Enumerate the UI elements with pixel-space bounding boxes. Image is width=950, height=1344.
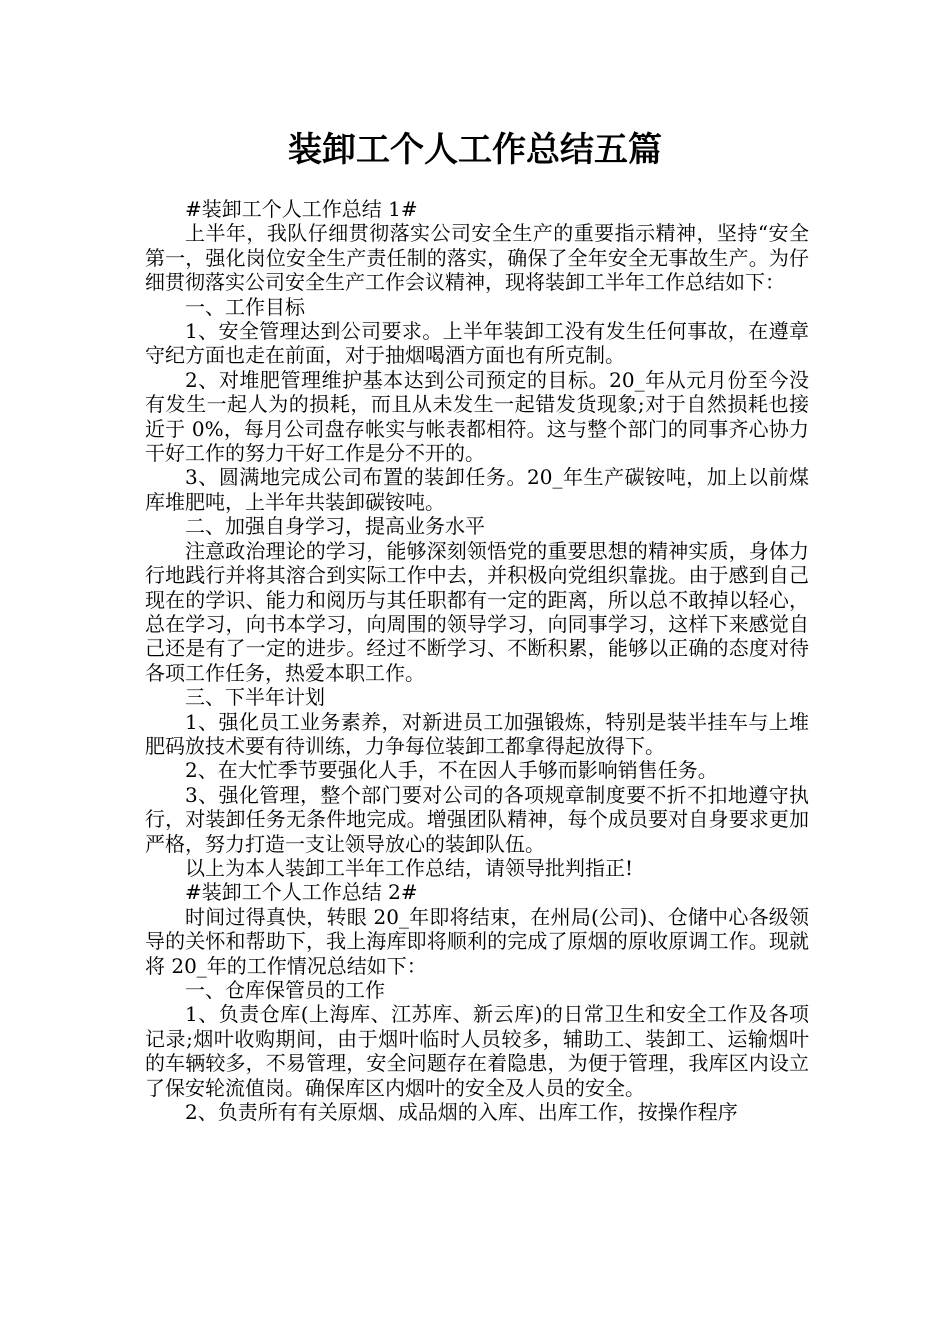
document-body <box>145 197 809 1124</box>
paragraph: 2、负责所有有关原烟、成品烟的入库、出库工作，按操作程序 <box>185 1100 738 1125</box>
section-heading: #装卸工个人工作总结 2# <box>185 880 418 905</box>
section-heading: #装卸工个人工作总结 1# <box>185 197 418 221</box>
paragraph: 时间过得真快，转眼 20_年即将结束，在州局(公司)、仓储中心各级领导的关怀和帮助下，我上海库即将顺利的完成了原烟的原收原调工作。现就将 20_年的工作情况总结如下： <box>145 904 809 978</box>
subheading: 二、加强自身学习，提高业务水平 <box>185 514 485 539</box>
paragraph: 3、圆满地完成公司布置的装卸任务。20_年生产碳铵吨，加上以前煤库堆肥吨，上半年共装卸碳铵吨。 <box>145 465 809 514</box>
subheading: 一、仓库保管员的工作 <box>185 978 385 1002</box>
subheading: 三、下半年计划 <box>185 685 325 710</box>
paragraph: 以上为本人装卸工半年工作总结，请领导批判指正! <box>185 855 634 880</box>
paragraph: 注意政治理论的学习，能够深刻领悟党的重要思想的精神实质，身体力行地践行并将其溶合到实际工作中去，并积极向党组织靠拢。由于感到自己现在的学识、能力和阅历与其任职都有一定的距离，所以总不敢掉以轻心，总在学习，向书本学习，向周围的领导学习，向同事学习，这样下来感觉自己还是有了一定的进步。经过不断学习、不断积累，能够以正确的态度对待各项工作任务，热爱本职工作。 <box>145 538 809 685</box>
paragraph: 上半年，我队仔细贯彻落实公司安全生产的重要指示精神，坚持“安全第一，强化岗位安全生产责任制的落实，确保了全年安全无事故生产。为仔细贯彻落实公司安全生产工作会议精神，现将装卸工半年工作总结如下： <box>145 221 809 295</box>
paragraph: 2、对堆肥管理维护基本达到公司预定的目标。20_年从元月份至今没有发生一起人为的损耗，而且从未发生一起错发货现象;对于自然损耗也接近于 0%，每月公司盘存帐实与帐表都相符。这与整个部门的同事齐心协力干好工作的努力干好工作是分不开的。 <box>145 367 809 466</box>
paragraph: 1、负责仓库(上海库、江苏库、新云库)的日常卫生和安全工作及各项记录;烟叶收购期间，由于烟叶临时人员较多，辅助工、装卸工、运输烟叶的车辆较多，不易管理，安全问题存在着隐患，为便于管理，我库区内设立了保安轮流值岗。确保库区内烟叶的安全及人员的安全。 <box>145 1002 809 1100</box>
paragraph: 3、强化管理，整个部门要对公司的各项规章制度要不折不扣地遵守执行，对装卸任务无条件地完成。增强团队精神，每个成员要对自身要求更加严格，努力打造一支让领导放心的装卸队伍。 <box>145 782 809 856</box>
paragraph: 2、在大忙季节要强化人手，不在因人手够而影响销售任务。 <box>185 758 718 783</box>
document-title: 装卸工个人工作总结五篇 <box>288 130 662 170</box>
subheading: 一、工作目标 <box>185 294 305 319</box>
paragraph: 1、安全管理达到公司要求。上半年装卸工没有发生任何事故，在遵章守纪方面也走在前面，对于抽烟喝酒方面也有所克制。 <box>145 319 809 368</box>
paragraph: 1、强化员工业务素养，对新进员工加强锻炼，特别是装半挂车与上堆肥码放技术要有待训练，力争每位装卸工都拿得起放得下。 <box>145 709 809 758</box>
